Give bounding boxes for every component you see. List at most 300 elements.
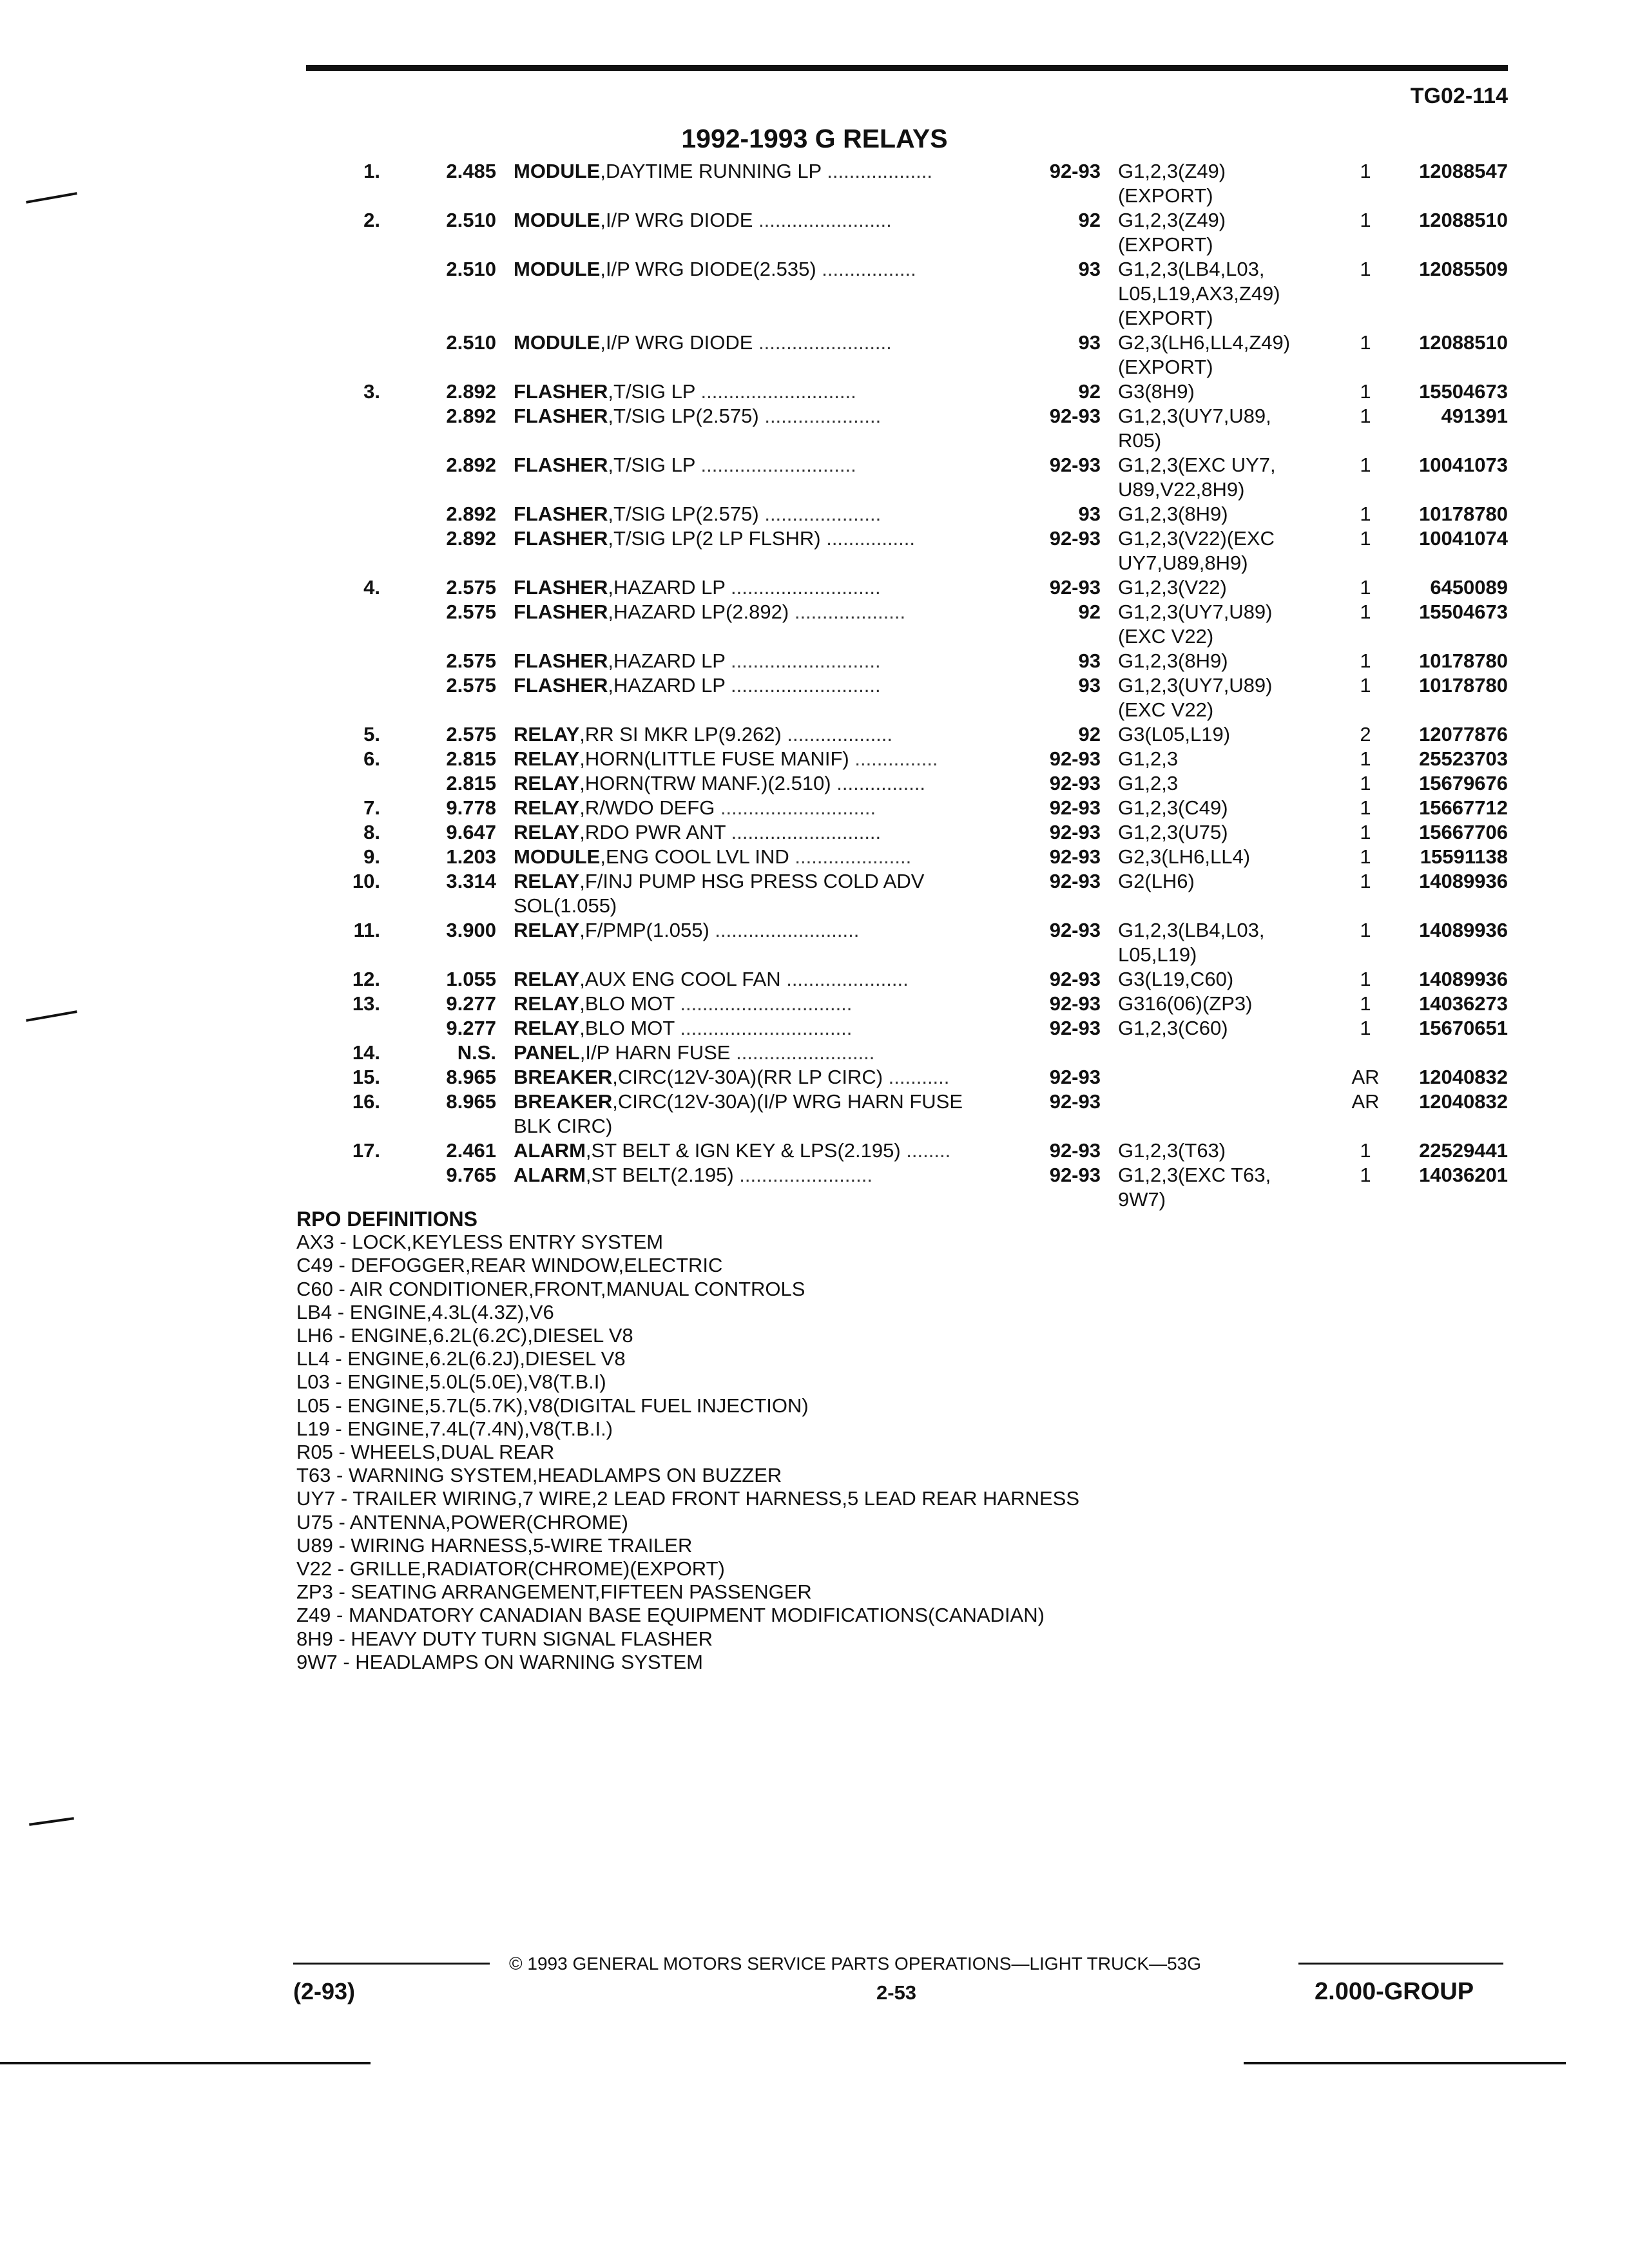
application: G1,2,3(8H9) <box>1118 649 1228 672</box>
model-years: 92-93 <box>1049 992 1101 1015</box>
part-row <box>0 919 1629 943</box>
part-number: 15591138 <box>1420 845 1508 868</box>
part-noun: FLASHER <box>514 674 608 697</box>
part-number: 22529441 <box>1419 1139 1508 1162</box>
rpo-definition: U89 - WIRING HARNESS,5-WIRE TRAILER <box>296 1533 693 1557</box>
part-description <box>514 527 915 550</box>
part-modifier: ,HORN(LITTLE FUSE MANIF) <box>579 747 849 770</box>
item-number: 8. <box>363 821 380 843</box>
model-years: 92-93 <box>1049 527 1101 550</box>
parts-list <box>0 160 1629 1213</box>
part-number: 12077876 <box>1419 723 1508 745</box>
part-row-continuation <box>0 356 1629 380</box>
part-modifier: ,HAZARD LP <box>608 576 726 599</box>
leader-dots: .................... <box>789 601 906 623</box>
part-row-continuation <box>0 1115 1629 1139</box>
rpo-definition: C49 - DEFOGGER,REAR WINDOW,ELECTRIC <box>296 1254 723 1277</box>
part-noun: MODULE <box>514 331 601 354</box>
application: G2(LH6) <box>1118 870 1195 892</box>
part-description <box>514 772 925 795</box>
group-number: 1.055 <box>446 968 496 990</box>
part-row <box>0 1164 1629 1188</box>
application: G1,2,3(Z49) <box>1118 209 1226 231</box>
part-description <box>514 454 856 477</box>
part-noun: MODULE <box>514 845 601 868</box>
part-row <box>0 1017 1629 1041</box>
leader-dots: ........................... <box>725 649 881 672</box>
part-row <box>0 209 1629 233</box>
part-number: 6450089 <box>1430 576 1508 599</box>
rpo-definition: 8H9 - HEAVY DUTY TURN SIGNAL FLASHER <box>296 1627 713 1650</box>
quantity: 1 <box>1360 919 1371 941</box>
leader-dots: ........................ <box>733 1164 872 1186</box>
group-number: 2.892 <box>446 405 496 427</box>
part-number: 10178780 <box>1419 503 1508 525</box>
part-number: 25523703 <box>1419 747 1508 770</box>
part-row <box>0 601 1629 625</box>
part-modifier: ,T/SIG LP(2.575) <box>608 405 759 427</box>
group-number: 2.815 <box>446 747 496 770</box>
application: G1,2,3(C49) <box>1118 796 1228 819</box>
group-number: 2.815 <box>446 772 496 794</box>
group-number: 2.575 <box>446 674 496 697</box>
application: G2,3(LH6,LL4) <box>1118 845 1251 868</box>
rpo-definition: L05 - ENGINE,5.7L(5.7K),V8(DIGITAL FUEL INJECTION) <box>296 1394 809 1417</box>
leader-dots: ............... <box>849 747 938 770</box>
leader-dots: ................... <box>781 723 893 745</box>
leader-dots: ......................... <box>730 1041 875 1064</box>
application-continuation: 9W7) <box>1118 1188 1166 1211</box>
model-years: 92-93 <box>1049 1066 1101 1088</box>
part-row <box>0 331 1629 356</box>
leader-dots: ............................... <box>674 1017 853 1039</box>
quantity: 1 <box>1360 576 1371 599</box>
group-number: 9.277 <box>446 1017 496 1039</box>
quantity: 1 <box>1360 1017 1371 1039</box>
quantity: 1 <box>1360 160 1371 182</box>
rpo-definition: T63 - WARNING SYSTEM,HEADLAMPS ON BUZZER <box>296 1464 782 1487</box>
scan-mark <box>0 2062 371 2064</box>
application: G1,2,3 <box>1118 747 1179 770</box>
leader-dots: ........................... <box>726 821 882 843</box>
part-number: 14036201 <box>1419 1164 1508 1186</box>
part-row <box>0 1090 1629 1115</box>
part-row <box>0 821 1629 845</box>
rpo-definition: L03 - ENGINE,5.0L(5.0E),V8(T.B.I) <box>296 1370 606 1394</box>
quantity: 1 <box>1360 674 1371 697</box>
part-row <box>0 649 1629 674</box>
part-noun: RELAY <box>514 870 580 892</box>
part-description <box>514 209 892 232</box>
item-number: 15. <box>352 1066 380 1088</box>
rpo-definition: LL4 - ENGINE,6.2L(6.2J),DIESEL V8 <box>296 1347 626 1370</box>
application-continuation: (EXPORT) <box>1118 356 1213 378</box>
leader-dots: ........... <box>883 1066 950 1088</box>
part-description <box>514 796 876 820</box>
leader-dots: ..................... <box>758 503 882 525</box>
part-number: 14089936 <box>1419 968 1508 990</box>
part-description <box>514 1041 874 1064</box>
part-noun: RELAY <box>514 772 580 794</box>
model-years: 92-93 <box>1049 405 1101 427</box>
application-continuation: (EXC V22) <box>1118 698 1214 721</box>
group-number: 9.277 <box>446 992 496 1015</box>
application: G1,2,3(U75) <box>1118 821 1228 843</box>
part-row-continuation <box>0 282 1629 307</box>
leader-dots: ........................ <box>753 209 892 231</box>
part-row <box>0 380 1629 405</box>
leader-dots: ........................... <box>725 674 881 697</box>
part-number: 15504673 <box>1419 380 1508 403</box>
application: G3(L05,L19) <box>1118 723 1231 745</box>
part-description <box>514 331 892 354</box>
model-years: 92-93 <box>1049 772 1101 794</box>
part-number: 12085509 <box>1419 258 1508 280</box>
part-row-continuation <box>0 552 1629 576</box>
part-description-continuation: BLK CIRC) <box>514 1115 613 1137</box>
part-noun: FLASHER <box>514 576 608 599</box>
group-number: 9.765 <box>446 1164 496 1186</box>
part-number: 14089936 <box>1419 919 1508 941</box>
group-number: 2.510 <box>446 209 496 231</box>
leader-dots: ................ <box>820 527 916 550</box>
quantity: 1 <box>1360 258 1371 280</box>
part-row <box>0 160 1629 184</box>
quantity: 1 <box>1360 209 1371 231</box>
page-code: TG02-114 <box>1410 84 1508 108</box>
part-number: 12088510 <box>1419 331 1508 354</box>
rpo-definition: LH6 - ENGINE,6.2L(6.2C),DIESEL V8 <box>296 1324 633 1347</box>
quantity: 1 <box>1360 331 1371 354</box>
part-noun: FLASHER <box>514 405 608 427</box>
model-years: 92-93 <box>1049 1139 1101 1162</box>
part-row <box>0 870 1629 894</box>
part-modifier: ,RR SI MKR LP(9.262) <box>579 723 782 745</box>
model-years: 92-93 <box>1049 919 1101 941</box>
part-description-continuation: SOL(1.055) <box>514 894 617 917</box>
page-number: 2-53 <box>876 1981 917 2004</box>
group-number: 2.892 <box>446 527 496 550</box>
part-description <box>514 1164 872 1187</box>
application: G1,2,3(8H9) <box>1118 503 1228 525</box>
leader-dots: ........................... <box>725 576 881 599</box>
part-modifier: ,F/INJ PUMP HSG PRESS COLD ADV <box>579 870 925 892</box>
leader-dots: ...................... <box>780 968 909 990</box>
leader-dots: ........ <box>900 1139 951 1162</box>
item-number: 16. <box>352 1090 380 1113</box>
part-noun: PANEL <box>514 1041 580 1064</box>
part-noun: RELAY <box>514 992 580 1015</box>
quantity: 1 <box>1360 992 1371 1015</box>
part-noun: BREAKER <box>514 1066 613 1088</box>
rpo-definition: AX3 - LOCK,KEYLESS ENTRY SYSTEM <box>296 1231 664 1254</box>
item-number: 1. <box>363 160 380 182</box>
part-modifier: ,DAYTIME RUNNING LP <box>600 160 822 182</box>
part-description <box>514 747 938 771</box>
model-years: 92 <box>1078 601 1101 623</box>
part-modifier: ,I/P WRG DIODE(2.535) <box>600 258 816 280</box>
part-modifier: ,HAZARD LP <box>608 649 726 672</box>
rpo-definition: Z49 - MANDATORY CANADIAN BASE EQUIPMENT MODIFICATIONS(CANADIAN) <box>296 1604 1045 1627</box>
model-years: 92-93 <box>1049 1017 1101 1039</box>
group-number: 8.965 <box>446 1090 496 1113</box>
part-noun: RELAY <box>514 747 580 770</box>
quantity: 1 <box>1360 747 1371 770</box>
rpo-definition: 9W7 - HEADLAMPS ON WARNING SYSTEM <box>296 1650 703 1673</box>
item-number: 11. <box>353 919 380 941</box>
scan-mark <box>1244 2062 1566 2064</box>
model-years: 92-93 <box>1049 1090 1101 1113</box>
application-continuation: L05,L19) <box>1118 943 1197 966</box>
item-number: 14. <box>352 1041 380 1064</box>
part-row-continuation <box>0 698 1629 723</box>
part-row <box>0 674 1629 698</box>
part-number: 15670651 <box>1419 1017 1508 1039</box>
leader-dots: ................. <box>816 258 916 280</box>
application: G1,2,3(C60) <box>1118 1017 1228 1039</box>
part-row <box>0 1066 1629 1090</box>
page-title: 1992-1993 G RELAYS <box>681 124 948 153</box>
quantity: 2 <box>1360 723 1371 745</box>
part-modifier: ,HAZARD LP(2.892) <box>608 601 789 623</box>
application: G1,2,3 <box>1118 772 1179 794</box>
part-noun: FLASHER <box>514 649 608 672</box>
part-modifier: ,AUX ENG COOL FAN <box>579 968 781 990</box>
rpo-definition: U75 - ANTENNA,POWER(CHROME) <box>296 1510 628 1533</box>
item-number: 3. <box>363 380 380 403</box>
model-years: 93 <box>1078 331 1101 354</box>
part-noun: FLASHER <box>514 380 608 403</box>
group-number: 2.892 <box>446 503 496 525</box>
part-row <box>0 845 1629 870</box>
rpo-list <box>296 1231 1079 1674</box>
part-noun: RELAY <box>514 968 580 990</box>
part-modifier: ,HORN(TRW MANF.)(2.510) <box>579 772 831 794</box>
part-modifier: ,ST BELT(2.195) <box>585 1164 734 1186</box>
part-description <box>514 968 909 991</box>
model-years: 93 <box>1078 674 1101 697</box>
quantity: AR <box>1351 1066 1380 1088</box>
application-continuation: U89,V22,8H9) <box>1118 478 1245 501</box>
part-modifier: ,T/SIG LP <box>608 454 695 476</box>
group-number: 2.892 <box>446 380 496 403</box>
part-description <box>514 1090 963 1113</box>
part-number: 15504673 <box>1419 601 1508 623</box>
part-modifier: ,R/WDO DEFG <box>579 796 715 819</box>
leader-dots: ............................ <box>695 380 856 403</box>
part-row <box>0 527 1629 552</box>
part-description <box>514 160 932 183</box>
group-number: 2.461 <box>446 1139 496 1162</box>
rpo-definition: LB4 - ENGINE,4.3L(4.3Z),V6 <box>296 1300 554 1323</box>
part-row <box>0 405 1629 429</box>
group-number: 2.575 <box>446 576 496 599</box>
part-noun: FLASHER <box>514 527 608 550</box>
part-noun: RELAY <box>514 723 580 745</box>
rpo-definition: ZP3 - SEATING ARRANGEMENT,FIFTEEN PASSENGER <box>296 1581 812 1604</box>
part-noun: BREAKER <box>514 1090 613 1113</box>
leader-dots: .......................... <box>709 919 860 941</box>
application: G1,2,3(V22) <box>1118 576 1227 599</box>
leader-dots: ..................... <box>758 405 882 427</box>
part-row <box>0 968 1629 992</box>
part-number: 15667706 <box>1419 821 1508 843</box>
part-number: 10041073 <box>1419 454 1508 476</box>
part-modifier: ,ENG COOL LVL IND <box>600 845 789 868</box>
item-number: 5. <box>363 723 380 745</box>
part-modifier: ,I/P HARN FUSE <box>579 1041 731 1064</box>
footer-rule-right <box>1298 1963 1503 1965</box>
group-number: N.S. <box>457 1041 496 1064</box>
leader-dots: ........................ <box>753 331 892 354</box>
group-number: 2.575 <box>446 723 496 745</box>
part-description <box>514 723 892 746</box>
group-number: 8.965 <box>446 1066 496 1088</box>
application: G1,2,3(EXC T63, <box>1118 1164 1271 1186</box>
leader-dots: ................... <box>821 160 932 182</box>
part-row-continuation <box>0 233 1629 258</box>
part-modifier: ,T/SIG LP(2 LP FLSHR) <box>608 527 821 550</box>
part-row <box>0 576 1629 601</box>
quantity: 1 <box>1360 821 1371 843</box>
quantity: 1 <box>1360 503 1371 525</box>
quantity: 1 <box>1360 1139 1371 1162</box>
part-row <box>0 772 1629 796</box>
part-row-continuation <box>0 894 1629 919</box>
item-number: 9. <box>363 845 380 868</box>
part-modifier: ,CIRC(12V-30A)(I/P WRG HARN FUSE <box>612 1090 963 1113</box>
part-row-continuation <box>0 429 1629 454</box>
model-years: 92-93 <box>1049 845 1101 868</box>
application: G1,2,3(LB4,L03, <box>1118 258 1265 280</box>
part-description <box>514 576 881 599</box>
group-number: 3.900 <box>446 919 496 941</box>
part-noun: RELAY <box>514 919 580 941</box>
application: G3(L19,C60) <box>1118 968 1234 990</box>
part-noun: MODULE <box>514 209 601 231</box>
quantity: 1 <box>1360 454 1371 476</box>
part-number: 491391 <box>1441 405 1508 427</box>
application: G2,3(LH6,LL4,Z49) <box>1118 331 1291 354</box>
application-continuation: (EXC V22) <box>1118 625 1214 648</box>
rpo-definition: V22 - GRILLE,RADIATOR(CHROME)(EXPORT) <box>296 1557 725 1581</box>
part-number: 10178780 <box>1419 649 1508 672</box>
model-years: 92-93 <box>1049 747 1101 770</box>
part-description <box>514 601 905 624</box>
part-number: 14089936 <box>1419 870 1508 892</box>
part-modifier: ,BLO MOT <box>579 992 675 1015</box>
part-row <box>0 258 1629 282</box>
part-description <box>514 821 881 844</box>
model-years: 92-93 <box>1049 160 1101 182</box>
model-years: 93 <box>1078 258 1101 280</box>
model-years: 92-93 <box>1049 454 1101 476</box>
part-row-continuation <box>0 943 1629 968</box>
part-description <box>514 503 881 526</box>
application-continuation: L05,L19,AX3,Z49) <box>1118 282 1280 305</box>
part-description <box>514 1066 949 1089</box>
quantity: 1 <box>1360 527 1371 550</box>
part-noun: FLASHER <box>514 454 608 476</box>
part-noun: FLASHER <box>514 503 608 525</box>
part-modifier: ,HAZARD LP <box>608 674 726 697</box>
group-number: 2.510 <box>446 331 496 354</box>
copyright: © 1993 GENERAL MOTORS SERVICE PARTS OPERATIONS—LIGHT TRUCK—53G <box>509 1954 1202 1974</box>
part-row <box>0 796 1629 821</box>
footer-rule-left <box>293 1963 490 1965</box>
part-number: 12088510 <box>1419 209 1508 231</box>
quantity: 1 <box>1360 870 1371 892</box>
group-number: 9.778 <box>446 796 496 819</box>
application: G316(06)(ZP3) <box>1118 992 1253 1015</box>
part-modifier: ,BLO MOT <box>579 1017 675 1039</box>
application: G1,2,3(Z49) <box>1118 160 1226 182</box>
group-number: 2.510 <box>446 258 496 280</box>
part-number: 12040832 <box>1419 1066 1508 1088</box>
group-number: 2.485 <box>446 160 496 182</box>
part-modifier: ,I/P WRG DIODE <box>600 331 753 354</box>
model-years: 92-93 <box>1049 796 1101 819</box>
part-modifier: ,ST BELT & IGN KEY & LPS(2.195) <box>585 1139 901 1162</box>
part-modifier: ,I/P WRG DIODE <box>600 209 753 231</box>
part-description <box>514 919 859 942</box>
part-description <box>514 674 881 697</box>
part-number: 12088547 <box>1419 160 1508 182</box>
application-continuation: R05) <box>1118 429 1162 452</box>
application: G1,2,3(UY7,U89) <box>1118 601 1273 623</box>
item-number: 7. <box>363 796 380 819</box>
part-noun: RELAY <box>514 1017 580 1039</box>
part-number: 10178780 <box>1419 674 1508 697</box>
part-description <box>514 380 856 403</box>
quantity: 1 <box>1360 1164 1371 1186</box>
application: G1,2,3(V22)(EXC <box>1118 527 1275 550</box>
group-label: 2.000-GROUP <box>1315 1978 1474 2005</box>
model-years: 92 <box>1078 723 1101 745</box>
model-years: 92 <box>1078 380 1101 403</box>
part-noun: ALARM <box>514 1164 586 1186</box>
model-years: 92-93 <box>1049 821 1101 843</box>
part-row-continuation <box>0 625 1629 649</box>
application: G1,2,3(EXC UY7, <box>1118 454 1276 476</box>
part-description <box>514 1017 852 1040</box>
part-row <box>0 503 1629 527</box>
application: G3(8H9) <box>1118 380 1195 403</box>
part-noun: RELAY <box>514 821 580 843</box>
item-number: 6. <box>363 747 380 770</box>
part-modifier: ,T/SIG LP <box>608 380 695 403</box>
application: G1,2,3(UY7,U89, <box>1118 405 1271 427</box>
rpo-definition: C60 - AIR CONDITIONER,FRONT,MANUAL CONTROLS <box>296 1277 805 1300</box>
model-years: 92-93 <box>1049 576 1101 599</box>
part-noun: FLASHER <box>514 601 608 623</box>
leader-dots: ............................ <box>695 454 856 476</box>
scan-mark <box>29 1817 74 1826</box>
quantity: 1 <box>1360 845 1371 868</box>
application-continuation: (EXPORT) <box>1118 307 1213 329</box>
part-row-continuation <box>0 184 1629 209</box>
part-number: 15667712 <box>1419 796 1508 819</box>
part-number: 12040832 <box>1419 1090 1508 1113</box>
top-rule <box>306 65 1508 71</box>
rpo-definition: R05 - WHEELS,DUAL REAR <box>296 1441 555 1464</box>
item-number: 12. <box>352 968 380 990</box>
part-row-continuation <box>0 307 1629 331</box>
model-years: 92-93 <box>1049 870 1101 892</box>
part-description <box>514 870 924 893</box>
application-continuation: UY7,U89,8H9) <box>1118 552 1248 574</box>
application: G1,2,3(LB4,L03, <box>1118 919 1265 941</box>
